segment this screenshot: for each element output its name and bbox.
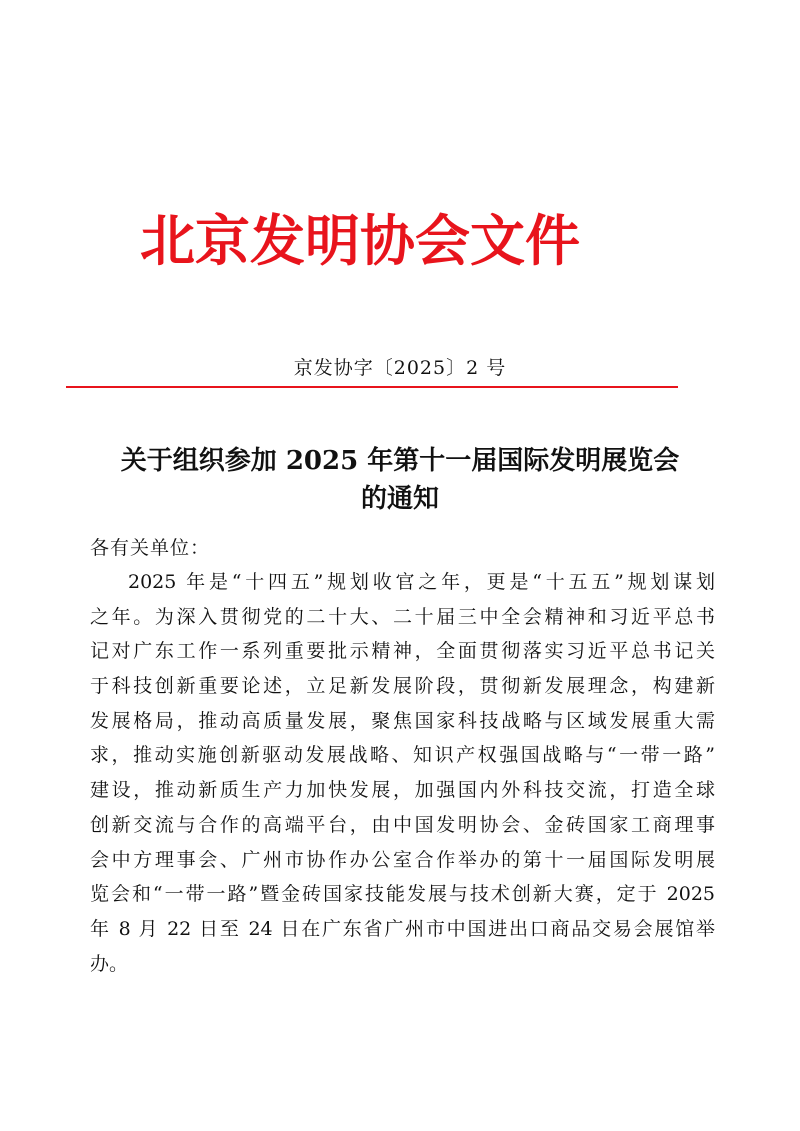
notice-title-line-1: 关于组织参加 2025 年第十一届国际发明展览会	[120, 446, 680, 476]
body-line: 于科技创新重要论述，立足新发展阶段，贯彻新发展理念，构建新	[90, 675, 715, 698]
body-line: 览会和“一带一路”暨金砖国家技能发展与技术创新大赛，定于 2025	[90, 883, 715, 906]
body-paragraph	[90, 568, 715, 984]
body-line: 年 8 月 22 日至 24 日在广东省广州市中国进出口商品交易会展馆举	[90, 917, 715, 940]
masthead-title: 北京发明协会文件	[140, 209, 581, 273]
body-line: 创新交流与合作的高端平台，由中国发明协会、金砖国家工商理事	[90, 813, 715, 836]
body-line: 建设，推动新质生产力加快发展，加强国内外科技交流，打造全球	[90, 779, 715, 802]
body-line: 2025 年是“十四五”规划收官之年，更是“十五五”规划谋划	[128, 571, 715, 593]
body-line: 求，推动实施创新驱动发展战略、知识产权强国战略与“一带一路”	[90, 744, 715, 767]
body-line: 会中方理事会、广州市协作办公室合作举办的第十一届国际发明展	[90, 848, 715, 871]
notice-title	[60, 442, 740, 518]
body-line: 之年。为深入贯彻党的二十大、二十届三中全会精神和习近平总书	[90, 605, 715, 628]
body-line: 办。	[90, 952, 129, 975]
salutation: 各有关单位：	[90, 537, 211, 559]
red-divider-line	[66, 386, 678, 388]
body-line: 记对广东工作一系列重要批示精神，全面贯彻落实习近平总书记关	[90, 640, 715, 663]
notice-title-line-2: 的通知	[360, 484, 439, 514]
body-line: 发展格局，推动高质量发展，聚焦国家科技战略与区域发展重大需	[90, 709, 715, 732]
document-number: 京发协字〔2025〕2 号	[293, 357, 507, 379]
